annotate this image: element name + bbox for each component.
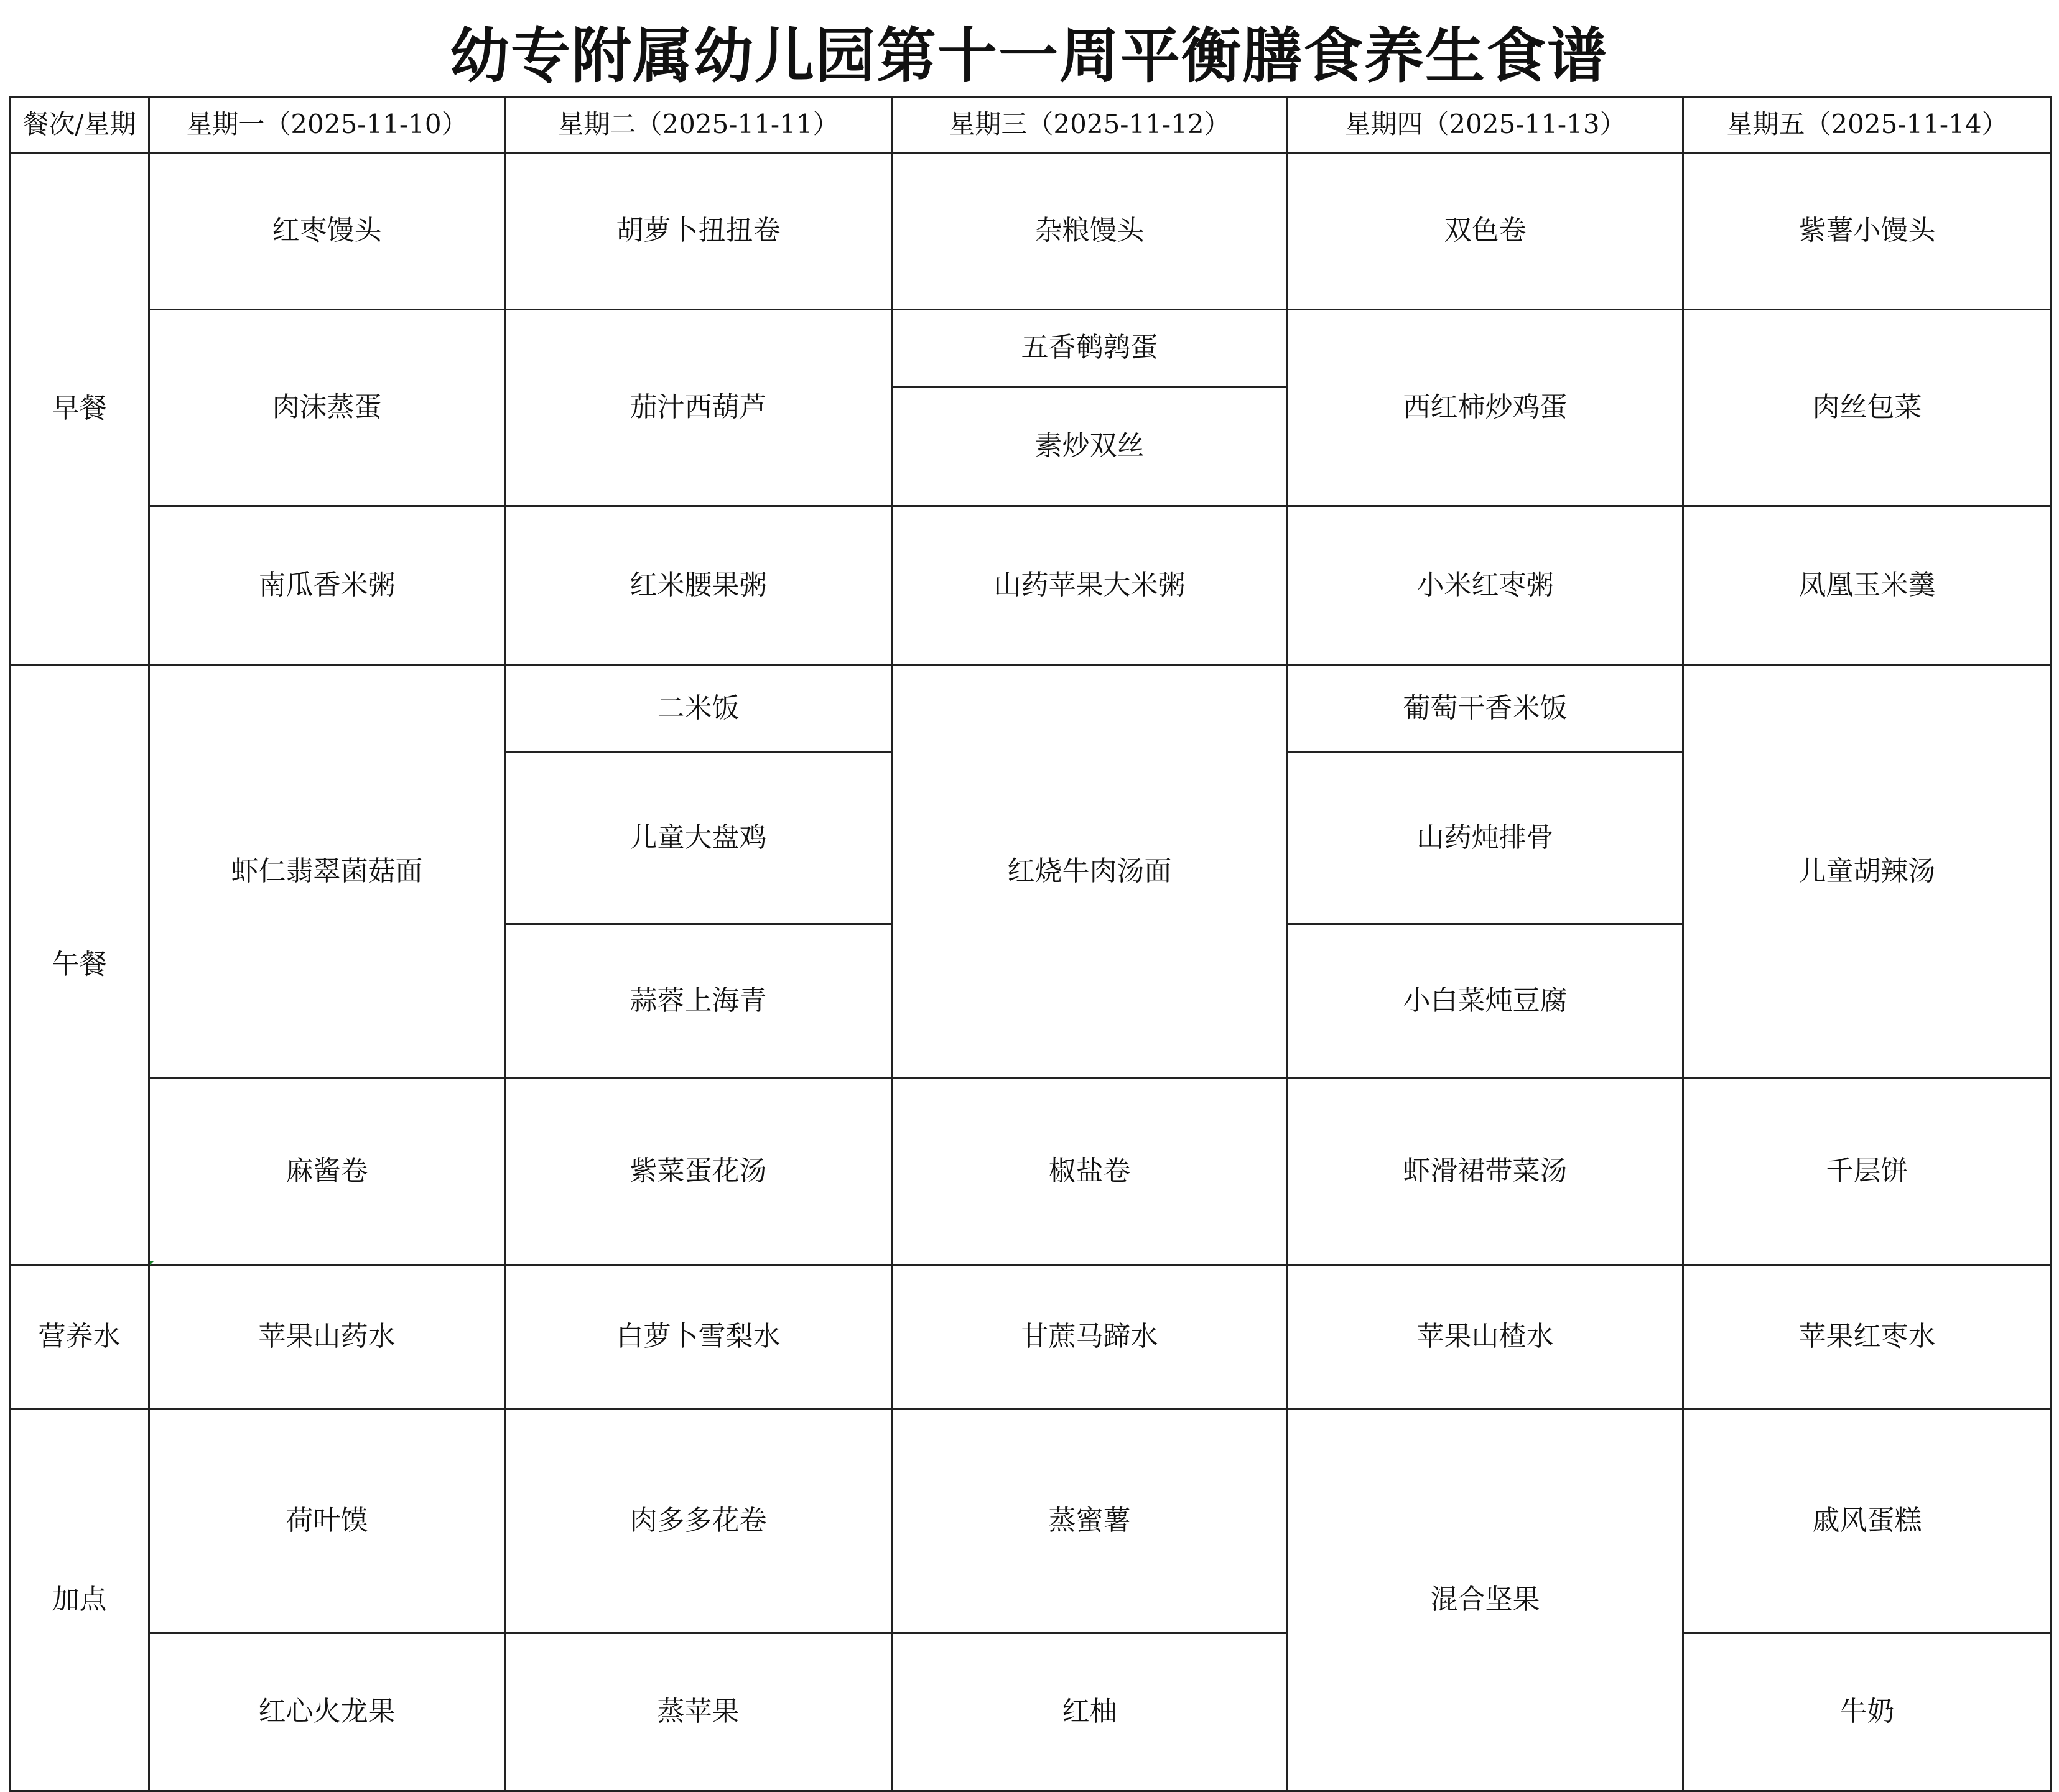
menu-item: 苹果山楂水 xyxy=(1288,1265,1683,1409)
menu-item: 蒜蓉上海青 xyxy=(505,924,892,1079)
table-row xyxy=(10,1079,2052,1265)
meal-label-breakfast: 早餐 xyxy=(10,153,149,666)
menu-item: 小白菜炖豆腐 xyxy=(1288,924,1683,1079)
table-row xyxy=(10,153,2052,310)
menu-item: 荷叶馍 xyxy=(149,1409,505,1633)
table-row xyxy=(10,1633,2052,1791)
menu-item: 麻酱卷 xyxy=(149,1079,505,1265)
menu-item: 紫菜蛋花汤 xyxy=(505,1079,892,1265)
meal-label-snack: 加点 xyxy=(10,1409,149,1791)
menu-item: 蒸苹果 xyxy=(505,1633,892,1791)
table-row xyxy=(10,310,2052,387)
menu-item: 山药苹果大米粥 xyxy=(892,506,1288,666)
menu-item: 肉多多花卷 xyxy=(505,1409,892,1633)
weekly-menu-table xyxy=(9,96,2052,1792)
page-title: 幼专附属幼儿园第十一周平衡膳食养生食谱 xyxy=(450,20,1608,91)
menu-item: 红心火龙果 xyxy=(149,1633,505,1791)
menu-item: 西红柿炒鸡蛋 xyxy=(1288,310,1683,506)
menu-item: 甘蔗马蹄水 xyxy=(892,1265,1288,1409)
menu-item: 牛奶 xyxy=(1683,1633,2052,1791)
menu-item: 红柚 xyxy=(892,1633,1288,1791)
menu-item: 蒸蜜薯 xyxy=(892,1409,1288,1633)
menu-item: 儿童胡辣汤 xyxy=(1683,666,2052,1079)
menu-item: 红米腰果粥 xyxy=(505,506,892,666)
header-row xyxy=(10,97,2052,153)
menu-item: 混合坚果 xyxy=(1288,1409,1683,1791)
menu-item: 小米红枣粥 xyxy=(1288,506,1683,666)
menu-item: 紫薯小馒头 xyxy=(1683,153,2052,310)
menu-item: 双色卷 xyxy=(1288,153,1683,310)
corner-header: 餐次/星期 xyxy=(10,97,149,153)
menu-item: 五香鹌鹑蛋 xyxy=(892,310,1288,387)
menu-item: 茄汁西葫芦 xyxy=(505,310,892,506)
table-row xyxy=(10,506,2052,666)
menu-item: 肉沫蒸蛋 xyxy=(149,310,505,506)
day-header-mon: 星期一（2025-11-10） xyxy=(149,97,505,153)
day-header-fri: 星期五（2025-11-14） xyxy=(1683,97,2052,153)
table-row xyxy=(10,1265,2052,1409)
menu-item: 白萝卜雪梨水 xyxy=(505,1265,892,1409)
menu-item: 虾仁翡翠菌菇面 xyxy=(149,666,505,1079)
menu-item: 胡萝卜扭扭卷 xyxy=(505,153,892,310)
cell-comment-marker xyxy=(150,1261,154,1265)
menu-item: 红烧牛肉汤面 xyxy=(892,666,1288,1079)
menu-item: 戚风蛋糕 xyxy=(1683,1409,2052,1633)
menu-item: 虾滑裙带菜汤 xyxy=(1288,1079,1683,1265)
day-header-wed: 星期三（2025-11-12） xyxy=(892,97,1288,153)
menu-item: 素炒双丝 xyxy=(892,387,1288,506)
menu-item: 杂粮馒头 xyxy=(892,153,1288,310)
table-row xyxy=(10,1409,2052,1633)
menu-item: 南瓜香米粥 xyxy=(149,506,505,666)
day-header-tue: 星期二（2025-11-11） xyxy=(505,97,892,153)
menu-item: 椒盐卷 xyxy=(892,1079,1288,1265)
menu-item: 苹果山药水 xyxy=(149,1265,505,1409)
menu-item: 葡萄干香米饭 xyxy=(1288,666,1683,753)
menu-item: 苹果红枣水 xyxy=(1683,1265,2052,1409)
menu-item: 千层饼 xyxy=(1683,1079,2052,1265)
menu-item: 二米饭 xyxy=(505,666,892,753)
meal-label-water: 营养水 xyxy=(10,1265,149,1409)
menu-item: 红枣馒头 xyxy=(149,153,505,310)
table-row xyxy=(10,666,2052,753)
meal-label-lunch: 午餐 xyxy=(10,666,149,1265)
menu-item: 山药炖排骨 xyxy=(1288,753,1683,924)
day-header-thu: 星期四（2025-11-13） xyxy=(1288,97,1683,153)
menu-item: 凤凰玉米羹 xyxy=(1683,506,2052,666)
menu-item: 儿童大盘鸡 xyxy=(505,753,892,924)
menu-item: 肉丝包菜 xyxy=(1683,310,2052,506)
